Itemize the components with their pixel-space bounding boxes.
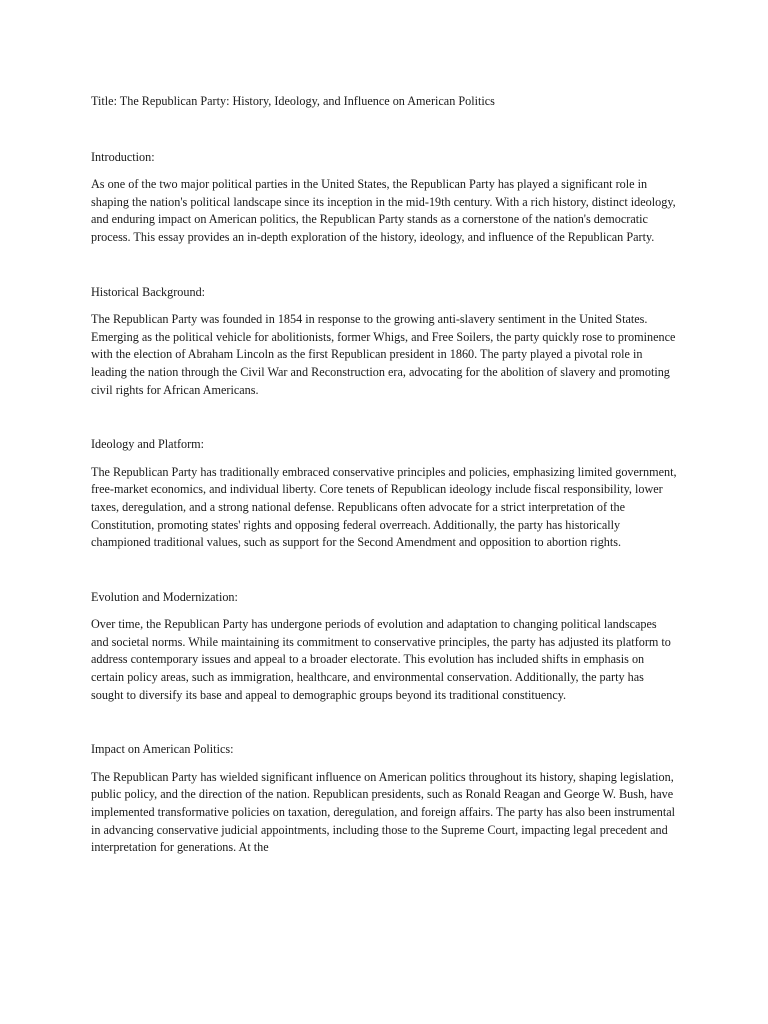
document-title: Title: The Republican Party: History, Ideology, and Influence on American Politics [91, 94, 495, 108]
section-paragraph: As one of the two major political parties in the United States, the Republican Party has played a significant role in shaping the nation's political landscape since its inception in the mid-19th century. With a rich history, distinct ideology, and enduring impact on American politics, the Republican Party stands as a cornerstone of the nation's democratic process. This essay provides an in-depth exploration of the history, ideology, and influence of the Republican Party. [91, 177, 676, 244]
section-heading: Introduction: [91, 149, 155, 164]
section-paragraph: Over time, the Republican Party has undergone periods of evolution and adaptation to changing political landscapes and societal norms. While maintaining its commitment to conservative principles, the party has adjusted its platform to address contemporary issues and appeal to a broader electorate. This evolution has included shifts in emphasis on certain policy areas, such as immigration, healthcare, and environmental conservation. Additionally, the party has sought to diversify its base and appeal to demographic groups beyond its traditional constituency. [91, 617, 671, 702]
section-heading: Historical Background: [91, 284, 206, 299]
section-paragraph: The Republican Party was founded in 1854 in response to the growing anti-slavery sentiment in the United States. Emerging as the political vehicle for abolitionists, former Whigs, and Free Soilers, the party quickly rose to prominence with the election of Abraham Lincoln as the first Republican president in 1860. The party played a pivotal role in leading the nation through the Civil War and Reconstruction era, advocating for the abolition of slavery and promoting civil rights for African Americans. [91, 312, 676, 397]
section-heading: Evolution and Modernization: [91, 589, 238, 604]
section-heading: Impact on American Politics: [91, 742, 234, 757]
section-evolution-and-modernization [91, 589, 677, 705]
section-impact-on-american-politics [91, 741, 677, 857]
section-historical-background [91, 284, 677, 400]
document-body [91, 93, 677, 894]
section-heading: Ideology and Platform: [91, 437, 205, 452]
section-paragraph: The Republican Party has wielded significant influence on American politics throughout its history, shaping legislation, public policy, and the direction of the nation. Republican presidents, such as Ronald Reagan and George W. Bush, have implemented transformative policies on taxation, deregulation, and foreign affairs. The party has also been instrumental in advancing conservative judicial appointments, including those to the Supreme Court, impacting legal precedent and interpretation for generations. At the [91, 769, 676, 855]
section-paragraph: The Republican Party has traditionally embraced conservative principles and policies, emphasizing limited government, free-market economics, and individual liberty. Core tenets of Republican ideology include fiscal responsibility, lower taxes, deregulation, and a strong national defense. Republicans often advocate for a strict interpretation of the Constitution, promoting states' rights and opposing federal overreach. Additionally, the party has historically championed traditional values, such as support for the Second Amendment and opposition to abortion rights. [91, 464, 677, 550]
section-introduction [91, 149, 677, 247]
section-ideology-and-platform [91, 436, 677, 552]
